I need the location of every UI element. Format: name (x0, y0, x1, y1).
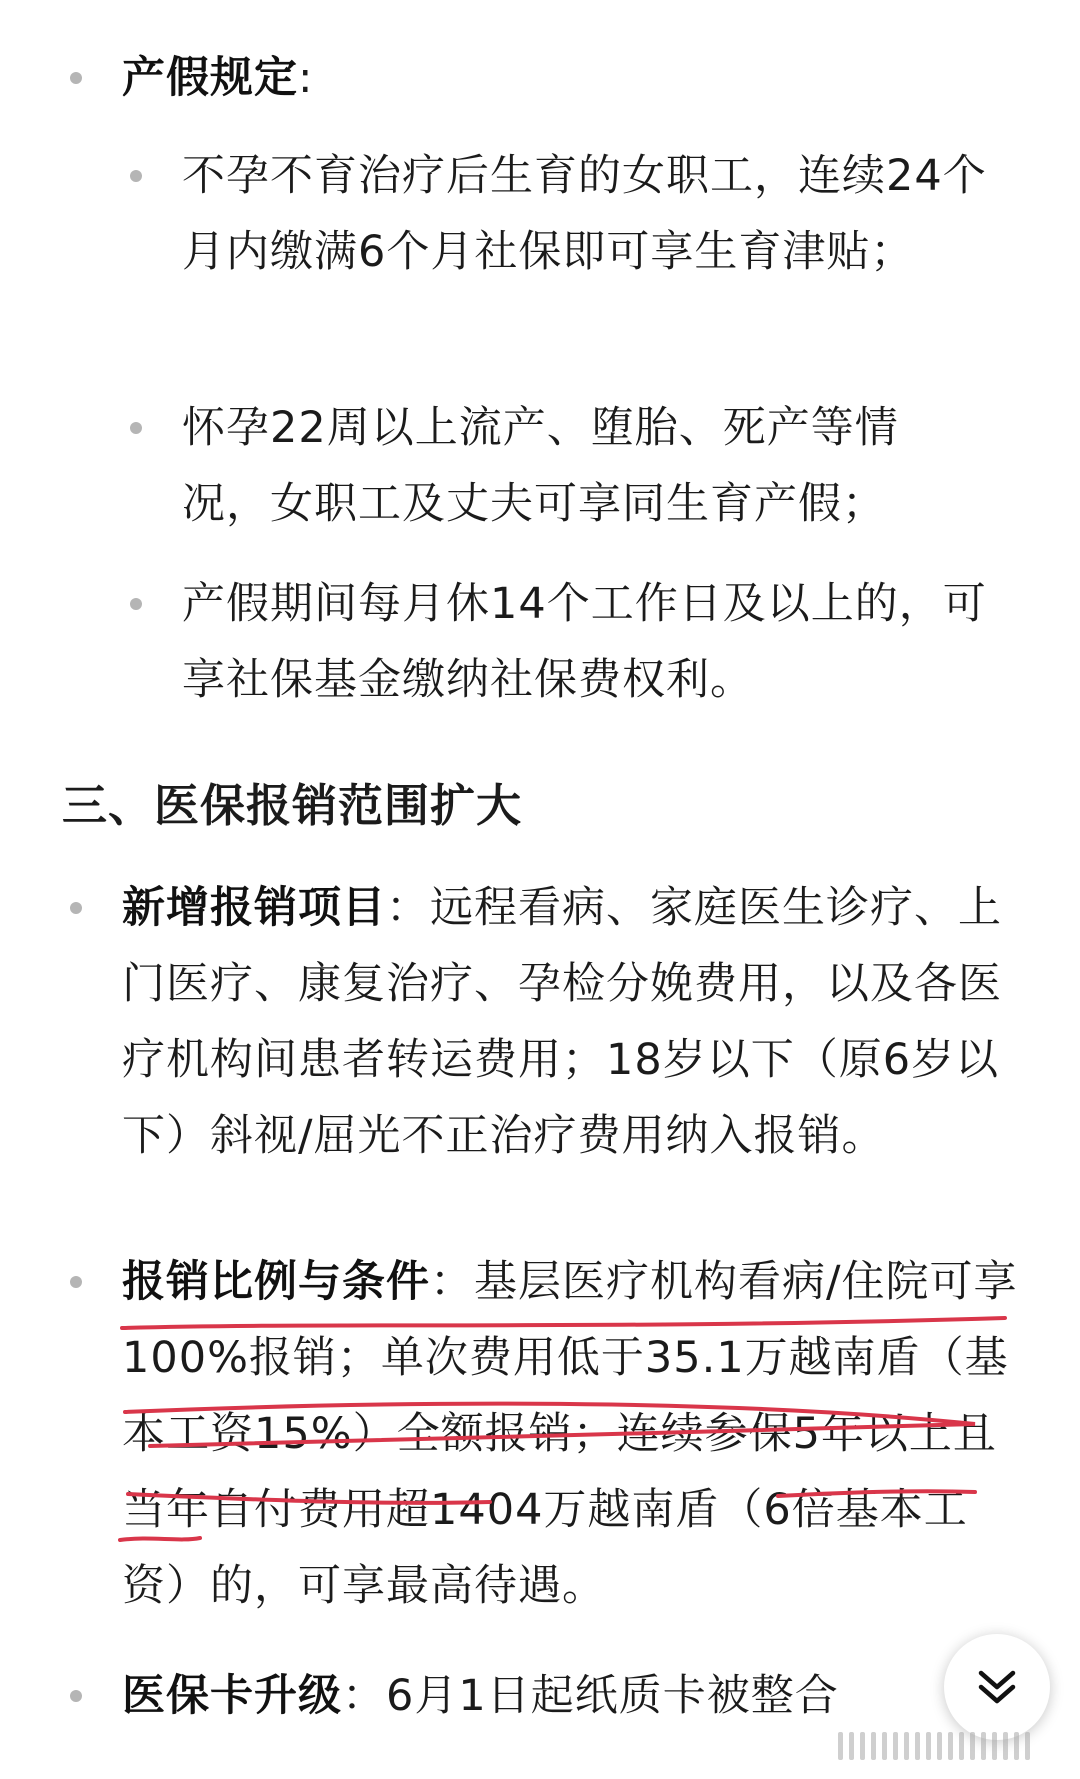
item-label: 报销比例与条件 (122, 1257, 430, 1307)
bullet (70, 1690, 82, 1702)
bullet (70, 1276, 82, 1288)
watermark (838, 1732, 1030, 1760)
reimbursement-new-items (122, 870, 1002, 1174)
maternity-title (122, 40, 1022, 116)
reimbursement-ratio (122, 1244, 1022, 1624)
bullet (70, 72, 82, 84)
scroll-down-button[interactable] (944, 1634, 1050, 1740)
insurance-card-upgrade (122, 1658, 922, 1734)
item-text: ：基层医疗机构看病/住院可享100%报销；单次费用低于35.1万越南盾（基本工资15%）全额报销；连续参保5年以上且当年自付费用超1404万越南盾（6倍基本工资）的，可享最高待遇。 (122, 1257, 1018, 1611)
item-text: ：6月1日起纸质卡被整合 (342, 1671, 839, 1721)
bullet (130, 170, 142, 182)
maternity-item-1: 不孕不育治疗后生育的女职工，连续24个月内缴满6个月社保即可享生育津贴； (182, 151, 987, 277)
section-heading: 三、医保报销范围扩大 (62, 779, 523, 832)
item-label: 新增报销项目 (122, 883, 386, 933)
bullet (70, 902, 82, 914)
bullet (130, 422, 142, 434)
maternity-item-3: 产假期间每月休14个工作日及以上的，可享社保基金缴纳社保费权利。 (182, 579, 987, 705)
double-chevron-down-icon (975, 1667, 1019, 1707)
maternity-label: 产假规定 (122, 53, 298, 103)
item-text: ：远程看病、家庭医生诊疗、上门医疗、康复治疗、孕检分娩费用，以及各医疗机构间患者转运费用；18岁以下（原6岁以下）斜视/屈光不正治疗费用纳入报销。 (122, 883, 1002, 1161)
item-label: 医保卡升级 (122, 1671, 342, 1721)
maternity-item-2: 怀孕22周以上流产、堕胎、死产等情况，女职工及丈夫可享同生育产假； (182, 403, 899, 529)
maternity-colon: : (298, 53, 314, 103)
bullet (130, 598, 142, 610)
